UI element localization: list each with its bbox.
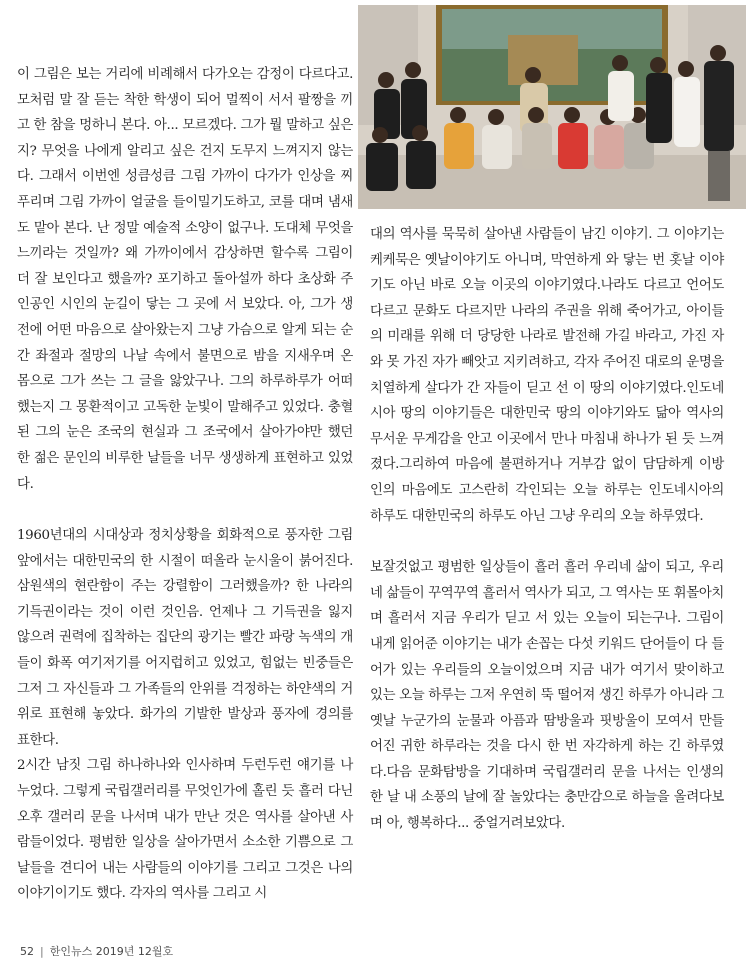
left-text-column: [17, 62, 353, 907]
right-text-column: [370, 222, 724, 837]
right-paragraph-1: 대의 역사를 묵묵히 살아낸 사람들이 남긴 이야기. 그 이야기는 케케묵은 옛날이야기도 아니며, 막연하게 와 닿는 번 홋날 이야기도 아닌 바로 오늘 이곳의 이야기였다.나라도 다르고 언어도 다르고 문화도 다르지만 나라의 주권을 위해 죽어가고, 아이들의 미래를 위해 더 당당한 나라로 발전해 가길 바라고, 가진 자와 못 가진 자가 빼앗고 지키려하고, 각자 주어진 대로의 운명을 치열하게 살다가 간 자들이 딛고 선 이 땅의 이야기였다.인도네시아 땅의 이야기들은 대한민국 땅의 이야기와도 닮아 역사의 무서운 무게감을 안고 이곳에서 만나 마침내 하나가 된 듯 느껴졌다.그리하여 마음에 불편하거나 거부감 없이 담담하게 이방인의 마음에도 고스란히 각인되는 오늘 하루는 인도네시아의 하루도 대한민국의 하루도 아닌 그냥 우리의 오늘 하루였다.: [370, 227, 724, 524]
publication-info: 한인뉴스 2019년 12월호: [49, 945, 174, 958]
footer-separator: |: [40, 945, 44, 958]
group-photo: [358, 5, 746, 209]
paragraph-gap: [17, 497, 353, 523]
page-number: 52: [20, 945, 34, 958]
left-paragraph-1: 이 그림은 보는 거리에 비례해서 다가오는 감정이 다르다고. 모처럼 말 잘 듣는 착한 학생이 되어 멀찍이 서서 팔짱을 끼고 한 참을 멍하니 본다. 아... 모르겠다. 그가 뭘 말하고 싶은지? 무엇을 나에게 알리고 싶은 건지 도무지 느껴지지 않는다. 그래서 이번엔 성큼성큼 그림 가까이 다가가 인상을 찌푸리며 그림 가까이 얼굴을 들이밀기도하고, 코를 대며 냄새도 맡아 본다. 난 정말 예술적 소양이 없구나. 도대체 무엇을 느끼라는 것일까? 왜 가까이에서 감상하면 할수록 그림이 더 잘 보인다고 했을까? 포기하고 돌아설까 하다 초상화 주인공인 시인의 눈길이 닿는 그 곳에 서 보았다. 아, 그가 생전에 어떤 마음으로 살아왔는지 그냥 가슴으로 알게 되는 순간 좌절과 절망의 나날 속에서 불면으로 밤을 지새우며 온 몸으로 그가 쓰는 그 글을 앓았구나. 그의 하루하루가 어떠했는지 그 몽환적이고 고독한 눈빛이 말해주고 있었다. 충혈된 그의 눈은 조국의 현실과 그 조국에서 살아가야만 했던 한 젊은 문인의 비루한 날들을 너무 생생하게 표현하고 있었다.: [17, 67, 353, 492]
right-paragraph-2: 보잘것없고 평범한 일상들이 흘러 흘러 우리네 삶이 되고, 우리네 삶들이 꾸역꾸역 흘러서 역사가 되고, 그 역사는 또 휘몰아치며 흘러서 지금 우리가 딛고 서 있는 오늘이 되는구나. 그림이 내게 읽어준 이야기는 내가 손꼽는 다섯 키워드 단어들이 다 들어가 있는 우리들의 오늘이었으며 지금 내가 여기서 맞이하고 있는 오늘 하루는 그저 우연히 뚝 떨어져 생긴 하루가 아니라 그 옛날 누군가의 눈물과 아픔과 땀방울과 핏방울이 모여서 만들어진 귀한 하루라는 것을 다시 한 번 자각하게 하는 긴 하루였다.다음 문화탐방을 기대하며 국립갤러리 문을 나서는 인생의 한 날 내 소풍의 날에 잘 놀았다는 충만감으로 하늘을 올려다보며 아, 행복하다... 중얼거려보았다.: [370, 560, 724, 832]
page-footer: [20, 943, 173, 959]
group-photo-icon: [358, 5, 746, 209]
paragraph-gap: [370, 529, 724, 555]
left-paragraph-2: 1960년대의 시대상과 정치상황을 회화적으로 풍자한 그림 앞에서는 대한민국의 한 시절이 떠올라 눈시울이 붉어진다. 삼원색의 현란함이 주는 강렬함이 그러했을까? 한 나라의 기득권이라는 것이 이런 것인음. 언제나 그 기득권을 잃지 않으려 권력에 집착하는 집단의 광기는 빨간 파랑 녹색의 개들이 화폭 여기저기를 어지럽히고 있었고, 힘없는 빈중들은 그저 그 자신들과 그 가족들의 안위를 걱정하는 하얀색의 거위로 표현해 놓았다. 화가의 기발한 발상과 풍자에 경의를 표한다. 2시간 남짓 그림 하나하나와 인사하며 두런두런 얘기를 나누었다. 그렇게 국립갤러리를 무엇인가에 홀린 듯 흘러 다닌 오후 갤러리 문을 나서며 내가 만난 것은 역사를 살아낸 사람들이었다. 평범한 일상을 살아가면서 소소한 기쁨으로 그 날들을 견디어 내는 사람들의 이야기를 그리고 그것은 나의 이야기이기도 했다. 각자의 역사를 그리고 시: [17, 528, 353, 902]
